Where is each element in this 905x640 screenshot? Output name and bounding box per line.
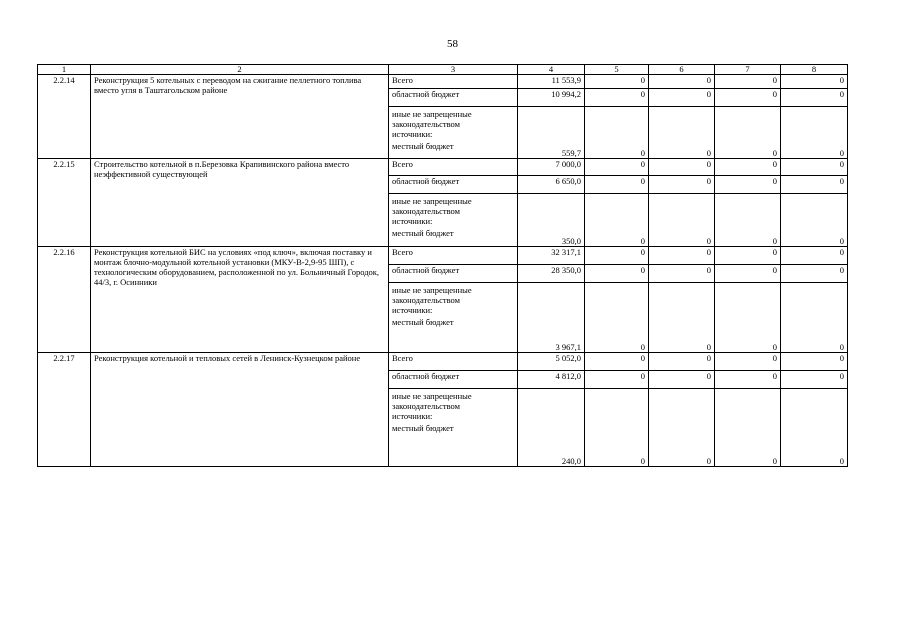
amount-cell: 559,7: [518, 107, 585, 159]
funding-source-line: местный бюджет: [392, 228, 454, 238]
year-value-cell: 0: [649, 75, 715, 89]
year-value-cell: 0: [715, 389, 781, 467]
year-value-cell: 0: [585, 283, 649, 353]
page-number: 58: [447, 38, 458, 50]
year-value-cell: 0: [649, 265, 715, 283]
year-value-cell: 0: [585, 389, 649, 467]
funding-source-line: местный бюджет: [392, 423, 454, 433]
year-value-cell: 0: [585, 89, 649, 107]
funding-source: Всего: [389, 75, 518, 89]
year-value-cell: 0: [715, 176, 781, 194]
year-value-cell: 0: [781, 247, 848, 265]
year-value-cell: 0: [781, 159, 848, 176]
year-value-cell: 0: [781, 75, 848, 89]
year-value-cell: 0: [715, 194, 781, 247]
year-value-cell: 0: [649, 283, 715, 353]
funding-source: областной бюджет: [389, 176, 518, 194]
year-value-cell: 0: [585, 194, 649, 247]
year-value-cell: 0: [781, 353, 848, 371]
year-value-cell: 0: [649, 176, 715, 194]
year-value-cell: 0: [649, 389, 715, 467]
amount-cell: 10 994,2: [518, 89, 585, 107]
header-cell: 3: [389, 65, 518, 75]
item-number: 2.2.14: [38, 75, 91, 159]
header-cell: 7: [715, 65, 781, 75]
funding-source: [389, 107, 518, 159]
year-value-cell: 0: [781, 107, 848, 159]
funding-source-line: законодательством: [392, 401, 461, 411]
year-value-cell: 0: [781, 283, 848, 353]
year-value-cell: 0: [585, 371, 649, 389]
year-value-cell: 0: [715, 75, 781, 89]
amount-cell: 240,0: [518, 389, 585, 467]
amount-cell: 3 967,1: [518, 283, 585, 353]
amount-cell: 11 553,9: [518, 75, 585, 89]
year-value-cell: 0: [715, 89, 781, 107]
amount-cell: 6 650,0: [518, 176, 585, 194]
year-value-cell: 0: [715, 247, 781, 265]
year-value-cell: 0: [715, 371, 781, 389]
funding-source-line: законодательством: [392, 295, 461, 305]
header-cell: 6: [649, 65, 715, 75]
item-name: Реконструкция котельной и тепловых сетей в Ленинск-Кузнецком районе: [91, 353, 389, 467]
year-value-cell: 0: [649, 89, 715, 107]
year-value-cell: 0: [585, 75, 649, 89]
year-value-cell: 0: [649, 159, 715, 176]
item-number: 2.2.17: [38, 353, 91, 467]
year-value-cell: 0: [715, 107, 781, 159]
funding-source: [389, 283, 518, 353]
item-name: Строительство котельной в п.Березовка Крапивинского района вместо неэффективной существующей: [91, 159, 389, 247]
funding-source-line: иные не запрещенные: [392, 109, 472, 119]
funding-source-line: иные не запрещенные: [392, 391, 472, 401]
item-number: 2.2.16: [38, 247, 91, 353]
year-value-cell: 0: [715, 353, 781, 371]
amount-cell: 350,0: [518, 194, 585, 247]
funding-source-line: местный бюджет: [392, 141, 454, 151]
funding-source: Всего: [389, 353, 518, 371]
item-number: 2.2.15: [38, 159, 91, 247]
table-row: [38, 75, 848, 89]
year-value-cell: 0: [781, 389, 848, 467]
year-value-cell: 0: [649, 107, 715, 159]
item-name: Реконструкция 5 котельных с переводом на сжигание пеллетного топлива вместо угля в Таштагольском районе: [91, 75, 389, 159]
year-value-cell: 0: [649, 371, 715, 389]
funding-source-line: иные не запрещенные: [392, 196, 472, 206]
funding-source: Всего: [389, 159, 518, 176]
funding-source-line: источники:: [392, 129, 433, 139]
year-value-cell: 0: [585, 159, 649, 176]
funding-source: областной бюджет: [389, 371, 518, 389]
year-value-cell: 0: [781, 194, 848, 247]
year-value-cell: 0: [781, 89, 848, 107]
table-row: [38, 353, 848, 371]
header-cell: 1: [38, 65, 91, 75]
year-value-cell: 0: [585, 247, 649, 265]
funding-source-line: источники:: [392, 216, 433, 226]
funding-source-line: законодательством: [392, 119, 461, 129]
header-cell: 2: [91, 65, 389, 75]
year-value-cell: 0: [715, 265, 781, 283]
year-value-cell: 0: [781, 176, 848, 194]
year-value-cell: 0: [585, 176, 649, 194]
funding-source-line: источники:: [392, 305, 433, 315]
year-value-cell: 0: [585, 353, 649, 371]
amount-cell: 28 350,0: [518, 265, 585, 283]
table-row: [38, 159, 848, 176]
budget-table: [37, 64, 848, 467]
year-value-cell: 0: [715, 159, 781, 176]
funding-source: областной бюджет: [389, 89, 518, 107]
funding-source-line: законодательством: [392, 206, 461, 216]
item-name: Реконструкция котельной БИС на условиях «под ключ», включая поставку и монтаж блочно-модульной котельной установки (МКУ-В-2,9-95 ШП), с технологическим оборудованием, расположенной по ул. Больничный Городок, 44/3, г. Осинники: [91, 247, 389, 353]
year-value-cell: 0: [781, 371, 848, 389]
year-value-cell: 0: [649, 247, 715, 265]
funding-source-line: источники:: [392, 411, 433, 421]
header-cell: 5: [585, 65, 649, 75]
funding-source: Всего: [389, 247, 518, 265]
funding-source: [389, 389, 518, 467]
year-value-cell: 0: [585, 265, 649, 283]
amount-cell: 7 000,0: [518, 159, 585, 176]
year-value-cell: 0: [781, 265, 848, 283]
funding-source: [389, 194, 518, 247]
header-cell: 4: [518, 65, 585, 75]
funding-source: областной бюджет: [389, 265, 518, 283]
funding-source-line: местный бюджет: [392, 317, 454, 327]
amount-cell: 4 812,0: [518, 371, 585, 389]
amount-cell: 32 317,1: [518, 247, 585, 265]
funding-source-line: иные не запрещенные: [392, 285, 472, 295]
year-value-cell: 0: [715, 283, 781, 353]
table-row: [38, 247, 848, 265]
header-row: [38, 65, 848, 75]
header-cell: 8: [781, 65, 848, 75]
year-value-cell: 0: [649, 194, 715, 247]
year-value-cell: 0: [649, 353, 715, 371]
amount-cell: 5 052,0: [518, 353, 585, 371]
year-value-cell: 0: [585, 107, 649, 159]
